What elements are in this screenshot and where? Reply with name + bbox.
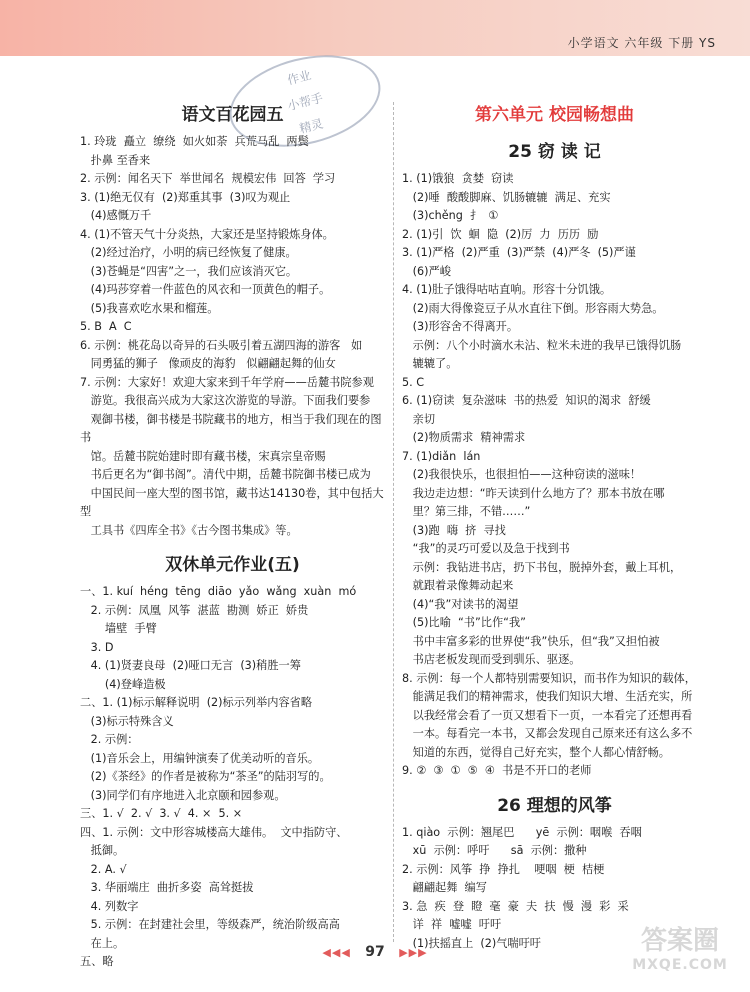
answer-line: (5)比喻 “书”比作“我” [402,616,526,629]
weekend-answers [80,583,385,972]
answer-line: (4)感慨万千 [80,209,152,222]
right-column [402,96,707,953]
answer-line: 2. A. √ [80,862,127,876]
answer-line: 6. 示例：桃花岛以奇异的石头吸引着五湖四海的游客 如 [80,338,363,352]
answer-line: 3. (1)绝无仅有 (2)郑重其事 (3)叹为观止 [80,190,291,204]
lesson-25-title: 25 窃 读 记 [508,142,601,162]
answer-line: (3)chěng 扌 ① [402,209,499,222]
answer-line: (3)同学们有序地进入北京颐和园参观。 [80,788,286,802]
answer-line: 5. 示例：在封建社会里，等级森严，统治阶级高高 [80,918,340,931]
left-column [80,96,385,972]
answer-line: 示例：我钻进书店，扔下书包，脱掉外套，戴上耳机， [402,560,682,574]
answer-line: 扑鼻 至香来 [80,153,151,167]
left-arrows: ◀◀◀ [322,946,351,959]
answer-line: 就跟着录像舞动起来 [402,579,514,592]
answer-line: (2)我很快乐，也很担怕——这种窃读的滋味！ [402,468,642,481]
series-label: 小学语文 六年级 下册 YS [567,36,716,50]
stamp-line-2: 小帮手 [286,90,325,114]
answer-line: (4)“我”对读书的渴望 [402,597,519,611]
answer-line: 4. (1)肚子饿得咕咕直响。形容十分饥饿。 [402,283,612,296]
answer-line: 里？第三排，不错……” [402,505,531,518]
answer-line: 示例：八个小时滴水未沾、粒米未进的我早已饿得饥肠 [402,338,682,352]
answer-line: 6. (1)窃读 复杂滋味 书的热爱 知识的渴求 舒缓 [402,394,651,407]
answer-line: (2)雨大得像瓷豆子从水直往下倒。形容雨大势急。 [402,301,664,315]
stamp-line-1: 作业 [285,68,313,88]
answer-line: 亲切 [402,412,436,426]
answer-line: 3. 华丽端庄 曲折多姿 高耸挺拔 [80,881,254,894]
answer-line: 能满足我们的精神需求，使我们知识大增、生活充实，所 [402,690,693,703]
answer-line: 3. D [80,640,114,654]
answer-line: 四、1. 示例：文中形容城楼高大雄伟。 文中指防守、 [80,825,348,839]
answer-line: 墙壁 手臂 [80,622,157,635]
watermark-logo: 答案圈 [640,926,719,956]
answer-line: 书中丰富多彩的世界使“我”快乐，但“我”又担怕被 [402,634,660,648]
answer-line: 5. B A C [80,320,132,333]
answer-line: 2. 示例：闻名天下 举世闻名 规模宏伟 回答 学习 [80,172,336,185]
answer-line: 2. 示例：凤凰 风筝 湛蓝 勘测 娇正 娇贵 [80,603,309,617]
answer-line: 知道的东西，觉得自己好充实，整个人都心情舒畅。 [402,745,670,759]
answer-line: 书店老板发现而受到驯乐、驱逐。 [402,653,581,666]
column-divider [393,102,394,942]
answer-line: 4. (1)贤妻良母 (2)哑口无言 (3)稍胜一筹 [80,659,301,672]
answer-line: 工具书《四库全书》《古今图书集成》等。 [80,523,298,537]
answer-line: 4. 列数字 [80,899,139,913]
answer-line: 7. (1)diǎn lán [402,449,481,463]
unit-title: 第六单元 校园畅想曲 [475,105,634,125]
answer-line: 中国民间一座大型的图书馆，藏书达14130卷，其中包括大型 [80,486,384,518]
answer-line: “我”的灵巧可爱以及急于找到书 [402,542,570,555]
answer-line: (2)《茶经》的作者是被称为“茶圣”的陆羽写的。 [80,770,331,783]
answer-line: 详 祥 嘘嘘 吁吁 [402,918,502,931]
answer-line: 馆。岳麓书院始建时即有藏书楼，宋真宗皇帝赐 [80,449,326,463]
answer-line: 游览。我很高兴成为大家这次游览的导游。下面我们要参 [80,394,371,407]
answer-line: 4. (1)不管天气十分炎热，大家还是坚持锻炼身体。 [80,227,334,241]
answer-line: 2. 示例： [80,733,139,746]
answer-line: 五、略 [80,955,114,968]
answer-line: 一本。每看完一本书，又都会发现自己原来还有这么多不 [402,727,693,740]
answer-line: 同勇猛的狮子 像顽皮的海豹 似翩翩起舞的仙女 [80,357,336,370]
answer-line: (5)我喜欢吃水果和榴莲。 [80,301,219,315]
answer-line: 三、1. √ 2. √ 3. √ 4. × 5. × [80,807,243,820]
answer-line: (4)登峰造极 [80,677,166,691]
answer-line: xū 示例：呼吁 sā 示例：撒种 [402,844,587,857]
answer-line: (4)玛莎穿着一件蓝色的风衣和一顶黄色的帽子。 [80,283,331,296]
answer-line: 书后更名为“御书阁”。清代中期，岳麓书院御书楼已成为 [80,468,371,481]
answer-line: 以我经常会看了一页又想看下一页，一本看完了还想再看 [402,708,693,722]
answer-line: 3. 急 疾 登 瞪 毫 豪 夫 扶 慢 漫 彩 采 [402,899,629,913]
answer-line: 8. 示例：每一个人都特别需要知识，而书作为知识的载体， [402,671,696,685]
answer-line: 在上。 [80,936,125,950]
section-title-weekend: 双休单元作业(五) [165,555,300,575]
answer-line: (3)跑 嗨 挤 寻找 [402,523,506,537]
answer-line: (2)唾 酸酸脚麻、饥肠辘辘 满足、充实 [402,190,611,204]
lesson-25-answers [402,170,707,781]
section-title-garden: 语文百花园五 [181,105,284,125]
stamp-line-3: 精灵 [297,116,325,136]
answer-line: 辘辘了。 [402,357,458,370]
answer-line: 5. C [402,375,425,389]
right-arrows: ▶▶▶ [399,946,428,959]
answer-line: 1. (1)饿狼 贪婪 窃读 [402,172,514,185]
watermark-url: MXQE.COM [632,957,728,973]
answer-line: 观御书楼，御书楼是书院藏书的地方，相当于我们现在的图书 [80,412,382,444]
page-number: 97 [365,944,385,960]
answer-line: 一、1. kuí héng tēng diāo yǎo wǎng xuàn mó [80,585,357,598]
answer-line: (1)音乐会上，用编钟演奏了优美动听的音乐。 [80,751,320,765]
answer-line: 3. (1)严格 (2)严重 (3)严禁 (4)严冬 (5)严谨 [402,246,636,259]
answer-line: 翩翩起舞 编写 [402,881,487,894]
answer-line: 我边走边想：“昨天读到什么地方了？那本书放在哪 [402,486,665,500]
answer-line: (2)经过治疗，小明的病已经恢复了健康。 [80,246,297,259]
answer-line: 2. 示例：风筝 挣 挣扎 哽咽 梗 桔梗 [402,862,605,876]
garden-answers [80,133,385,540]
answer-line: 7. 示例：大家好！欢迎大家来到千年学府——岳麓书院参观 [80,375,374,389]
answer-line: 1. qiào 示例：翘尾巴 yē 示例：咽喉 吞咽 [402,825,642,839]
answer-line: (6)严峻 [402,264,451,278]
answer-line: 1. 玲珑 矗立 缭绕 如火如荼 兵荒马乱 两鬓 [80,135,309,148]
answer-line: (3)苍蝇是“四害”之一，我们应该消灭它。 [80,264,298,278]
watermark [620,920,740,973]
answer-line: (3)标示特殊含义 [80,714,174,728]
answer-line: 2. (1)引 饮 蛔 隐 (2)厉 力 历历 励 [402,227,599,241]
answer-line: (2)物质需求 精神需求 [402,431,526,444]
answer-line: (3)形容舍不得离开。 [402,320,519,333]
lesson-26-title: 26 理想的风筝 [497,795,612,816]
answer-line: 9. ② ③ ① ⑤ ④ 书是不开口的老师 [402,764,592,777]
answer-line: (1)扶摇直上 (2)气喘吁吁 [402,936,541,950]
answer-line: 抵御。 [80,844,125,857]
answer-line: 二、1. (1)标示解释说明 (2)标示列举内容省略 [80,696,313,709]
